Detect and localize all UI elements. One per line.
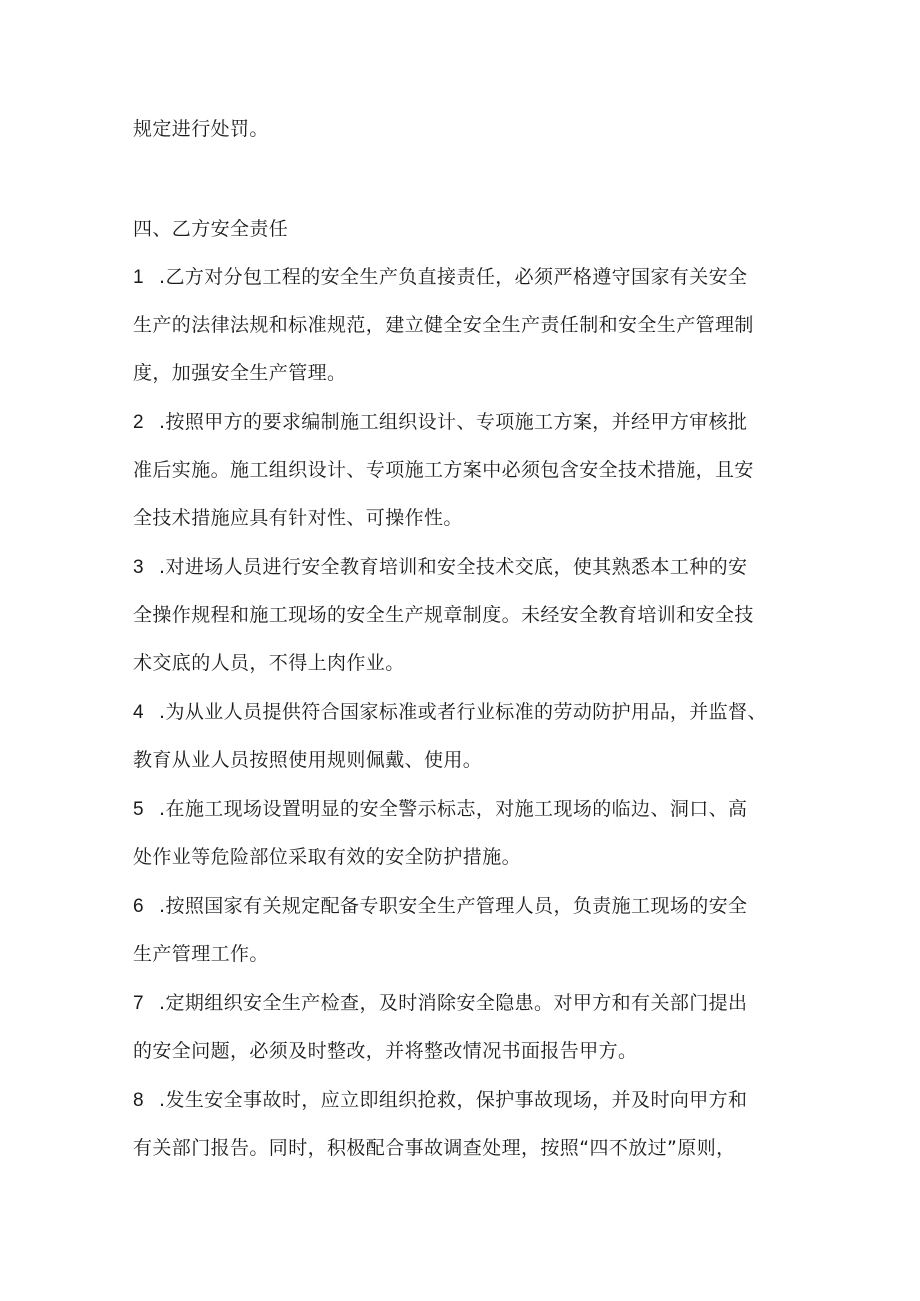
list-item-6-line-1 bbox=[133, 894, 747, 919]
list-item-1-line-3: 度，加强安全生产管理。 bbox=[133, 362, 347, 384]
list-item-1-line-2: 生产的法律法规和标准规范，建立健全安全生产责任制和安全生产管理制 bbox=[133, 314, 754, 336]
list-item-text: .按照国家有关规定配备专职安全生产管理人员，负责施工现场的安全 bbox=[159, 895, 748, 917]
list-item-number: 3 bbox=[133, 557, 144, 578]
list-item-5-line-1 bbox=[133, 797, 747, 822]
list-item-3-line-3: 术交底的人员，不得上肉作业。 bbox=[133, 652, 405, 674]
list-item-text: .在施工现场设置明显的安全警示标志，对施工现场的临边、洞口、高 bbox=[159, 798, 748, 820]
list-item-1-line-1 bbox=[133, 265, 747, 290]
list-item-8-line-2: 有关部门报告。同时，积极配合事故调查处理，按照“四不放过”原则， bbox=[133, 1137, 736, 1159]
list-item-2-line-3: 全技术措施应具有针对性、可操作性。 bbox=[133, 507, 463, 529]
list-item-number: 7 bbox=[133, 993, 144, 1014]
list-item-4-line-2: 教育从业人员按照使用规则佩戴、使用。 bbox=[133, 749, 483, 771]
list-item-number: 1 bbox=[133, 267, 144, 288]
list-item-7-line-1 bbox=[133, 991, 747, 1016]
paragraph-continuation: 规定进行处罚。 bbox=[133, 118, 269, 140]
list-item-3-line-2: 全操作规程和施工现场的安全生产规章制度。未经安全教育培训和安全技 bbox=[133, 604, 754, 626]
list-item-text: .发生安全事故时，应立即组织抢救，保护事故现场，并及时向甲方和 bbox=[159, 1089, 748, 1111]
list-item-number: 2 bbox=[133, 412, 144, 433]
list-item-number: 6 bbox=[133, 896, 144, 917]
list-item-3-line-1 bbox=[133, 555, 747, 580]
list-item-number: 8 bbox=[133, 1090, 144, 1111]
list-item-2-line-2: 准后实施。施工组织设计、专项施工方案中必须包含安全技术措施，且安 bbox=[133, 459, 754, 481]
list-item-text: .为从业人员提供符合国家标准或者行业标准的劳动防护用品，并监督、 bbox=[159, 701, 767, 723]
list-item-text: .乙方对分包工程的安全生产负直接责任，必须严格遵守国家有关安全 bbox=[159, 266, 748, 288]
list-item-number: 4 bbox=[133, 702, 144, 723]
list-item-4-line-1 bbox=[133, 700, 767, 725]
list-item-text: .定期组织安全生产检查，及时消除安全隐患。对甲方和有关部门提出 bbox=[159, 992, 748, 1014]
list-item-6-line-2: 生产管理工作。 bbox=[133, 943, 269, 965]
list-item-7-line-2: 的安全问题，必须及时整改，并将整改情况书面报告甲方。 bbox=[133, 1040, 638, 1062]
list-item-5-line-2: 处作业等危险部位采取有效的安全防护措施。 bbox=[133, 846, 522, 868]
list-item-number: 5 bbox=[133, 799, 144, 820]
list-item-text: .对进场人员进行安全教育培训和安全技术交底，使其熟悉本工种的安 bbox=[159, 556, 748, 578]
list-item-2-line-1 bbox=[133, 410, 747, 435]
section-heading: 四、乙方安全责任 bbox=[133, 218, 289, 240]
list-item-text: .按照甲方的要求编制施工组织设计、专项施工方案，并经甲方审核批 bbox=[159, 411, 748, 433]
list-item-8-line-1 bbox=[133, 1088, 747, 1113]
